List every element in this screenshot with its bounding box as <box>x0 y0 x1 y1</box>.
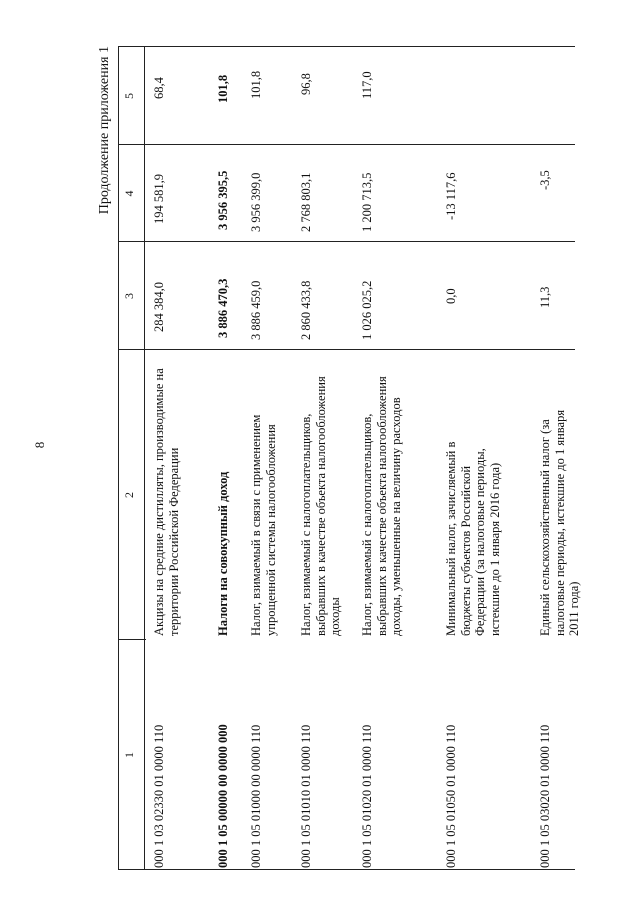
row-value-col3: 11,3 <box>538 286 552 308</box>
row-name: Налог, взимаемый с налогоплательщиков, выбравших в качестве объекта налогообложения доходы <box>299 376 342 636</box>
row-value-col4: 194 581,9 <box>152 174 166 224</box>
row-name: Минимальный налог, зачисляемый в бюджеты субъектов Российской Федерации (за налоговые периоды, истекшие до 1 января 2016 года) <box>444 441 502 636</box>
row-name: Налоги на совокупный доход <box>216 471 230 636</box>
row-value-col3: 0,0 <box>444 288 458 304</box>
rotated-page-content <box>97 46 581 870</box>
row-value-col4: -13 117,6 <box>444 172 458 220</box>
table-border-top <box>118 46 119 870</box>
row-value-col4: -3,5 <box>538 170 552 190</box>
column-divider-2-3 <box>118 349 575 350</box>
row-value-col3: 3 886 470,3 <box>216 278 230 338</box>
row-name: Акцизы на средние дистилляты, производимые на территории Российской Федерации <box>152 368 181 636</box>
row-code: 000 1 05 03020 01 0000 110 <box>538 724 552 868</box>
header-col-5: 5 <box>122 93 136 99</box>
row-code: 000 1 05 01000 00 0000 110 <box>249 724 263 868</box>
header-col-2: 2 <box>122 492 136 498</box>
row-value-col5: 101,8 <box>249 70 263 99</box>
table-border-left <box>118 869 575 870</box>
column-divider-3-4 <box>118 241 575 242</box>
row-code: 000 1 05 00000 00 0000 000 <box>216 724 230 868</box>
row-value-col3: 1 026 025,2 <box>360 280 374 340</box>
header-col-4: 4 <box>122 190 136 197</box>
row-value-col5: 96,8 <box>299 73 313 95</box>
row-name: Единый сельскохозяйственный налог (за налоговые периоды, истекшие до 1 января 2011 года) <box>538 409 581 636</box>
row-value-col4: 2 768 803,1 <box>299 172 313 232</box>
row-code: 000 1 05 01010 01 0000 110 <box>299 724 313 868</box>
row-code: 000 1 03 02330 01 0000 110 <box>152 724 166 868</box>
page-number: 8 <box>32 441 47 449</box>
row-value-col3: 2 860 433,8 <box>299 280 313 340</box>
row-value-col4: 1 200 713,5 <box>360 172 374 232</box>
row-name: Налог, взимаемый в связи с применением упрощенной системы налогообложения <box>249 414 278 636</box>
row-value-col3: 3 886 459,0 <box>249 280 263 340</box>
row-value-col5: 101,8 <box>216 74 230 103</box>
header-bottom-line <box>144 46 145 870</box>
table-border-right <box>118 46 575 47</box>
row-name: Налог, взимаемый с налогоплательщиков, выбравших в качестве объекта налогообложения доходы, уменьшенные на величину расходов <box>360 376 403 636</box>
row-value-col5: 117,0 <box>360 71 374 99</box>
row-value-col5: 68,4 <box>152 77 166 99</box>
column-divider-4-5 <box>118 144 575 145</box>
continuation-header: Продолжение приложения 1 <box>97 46 112 215</box>
budget-table <box>118 46 581 870</box>
row-value-col4: 3 956 399,0 <box>249 172 263 232</box>
row-value-col3: 284 384,0 <box>152 282 166 332</box>
header-col-3: 3 <box>122 293 136 299</box>
row-code: 000 1 05 01050 01 0000 110 <box>444 724 458 868</box>
row-code: 000 1 05 01020 01 0000 110 <box>360 724 374 868</box>
header-col-1: 1 <box>122 752 136 758</box>
row-value-col4: 3 956 395,5 <box>216 170 230 230</box>
